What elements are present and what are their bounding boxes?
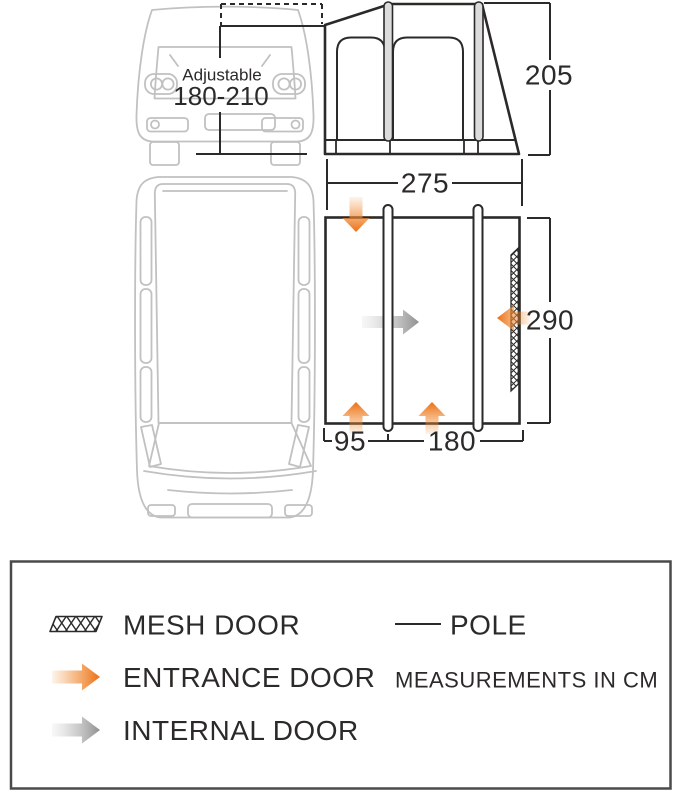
awning-pole-front-right — [475, 2, 484, 141]
van-top-view — [135, 177, 316, 518]
legend-units-note: MEASUREMENTS IN CM — [395, 667, 659, 693]
adjustable-range-value: 180-210 — [173, 81, 269, 111]
legend — [11, 562, 671, 789]
width-value: 275 — [400, 167, 450, 199]
awning-pole-front-left — [384, 2, 393, 141]
legend-entrance-door-label: ENTRANCE DOOR — [123, 662, 376, 693]
floor-plan-outline — [326, 218, 520, 424]
adjustable-label: Adjustable — [182, 65, 262, 85]
height-value: 205 — [524, 59, 574, 91]
awning-front-view — [325, 2, 519, 154]
plan-pole-left — [384, 205, 393, 431]
legend-internal-door-label: INTERNAL DOOR — [123, 715, 359, 746]
awning-floor-plan — [326, 197, 531, 434]
legend-mesh-door-label: MESH DOOR — [123, 609, 301, 641]
mesh-door-icon — [50, 617, 102, 632]
plan-pole-right — [474, 205, 483, 431]
front-right-value: 180 — [427, 425, 477, 457]
depth-value: 290 — [525, 304, 575, 336]
legend-pole-label: POLE — [450, 609, 527, 641]
front-left-value: 95 — [333, 425, 367, 457]
